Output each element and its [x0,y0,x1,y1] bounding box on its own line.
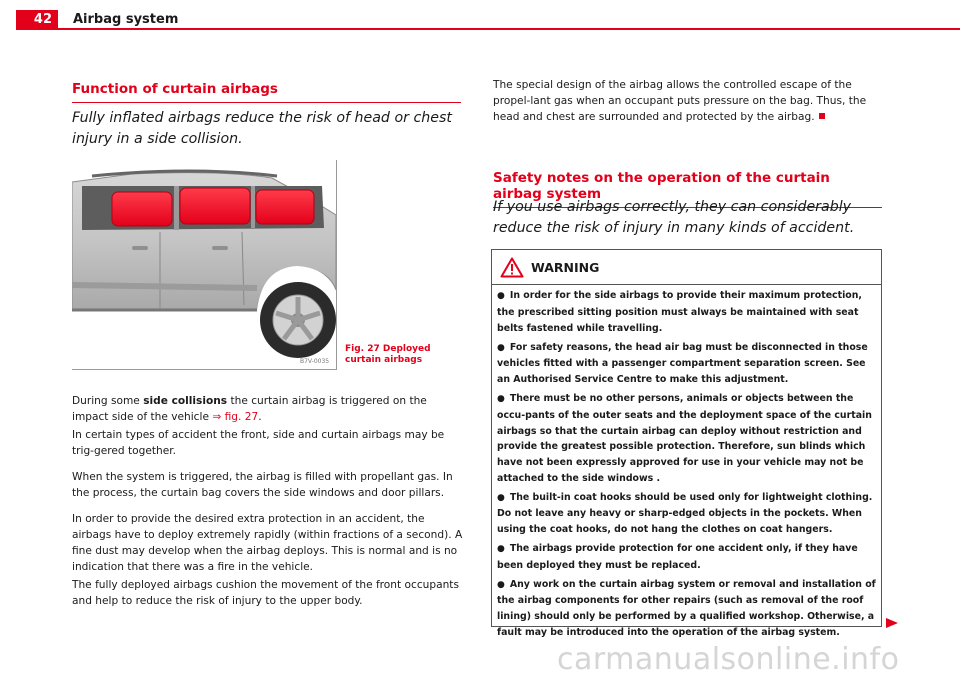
header-rule [58,28,960,30]
chapter-title: Airbag system [73,12,179,27]
watermark: carmanualsonline.info [557,642,900,677]
warning-item: ● The airbags provide protection for one accident only, if they have been deployed they must be replaced. [497,543,858,571]
warning-box [491,249,882,638]
intro-paragraph: The special design of the airbag allows the controlled escape of the propel-lant gas when an occupant puts pressure on the bag. Thus, the head and chest are surrounded and protected by the airbag. [493,79,867,123]
bullet-icon: ● [497,394,505,405]
section-subtitle-function: Fully inflated airbags reduce the risk of head or chest injury in a side collision. [72,110,452,147]
paragraph-5: The fully deployed airbags cushion the movement of the front occupants and help to reduce the risk of injury to the upper body. [72,579,459,607]
warning-label: WARNING [531,260,600,275]
paragraph-2: In certain types of accident the front, side and curtain airbags may be trig-gered together. [72,429,445,457]
page-number: 42 [16,10,58,30]
warning-item: ● In order for the side airbags to provide their maximum protection, the prescribed sitting position must always be maintained with seat belts fastened while travelling. [497,290,862,334]
page-header [0,0,960,30]
car-illustration [72,160,336,369]
warning-header [492,250,881,285]
paragraph-1: During some side collisions the curtain airbag is triggered on the impact side of the vehicle ⇒ fig. 27. [72,395,427,423]
section-subtitle-safety-notes: If you use airbags correctly, they can considerably reduce the risk of injury in many kinds of accident. [493,199,855,236]
bullet-icon: ● [497,492,505,503]
term-side-collisions: side collisions [143,395,228,407]
continue-arrow-icon [885,617,899,629]
warning-item: ● The built-in coat hooks should be used only for lightweight clothing. Do not leave any heavy or sharp-edged objects in the pockets. When using the coat hooks, do not hang the clothes on coat hangers. [497,491,873,536]
section-title-safety-notes: Safety notes on the operation of the curtain airbag system [493,170,882,208]
warning-triangle-icon [500,257,524,278]
paragraph-3: When the system is triggered, the airbag is filled with propellant gas. In the process, the curtain bag covers the side windows and door pillars. [72,471,453,499]
figure-caption: Fig. 27 Deployed curtain airbags [345,344,431,365]
paragraph-4: In order to provide the desired extra protection in an accident, the airbags have to deploy extremely rapidly (within fractions of a second). A fine dust may develop when the airbag deploys. This is normal and is no indication that there was a fire in the vehicle. [72,513,463,573]
bullet-icon: ● [497,342,505,353]
warning-item: ● For safety reasons, the head air bag must be disconnected in those vehicles fitted with a passenger compartment separation screen. See an Authorised Service Centre to make this adjustment. [497,341,868,386]
end-mark-icon [819,113,825,119]
figure-code: B7V-0035 [300,358,330,365]
warning-item: ● Any work on the curtain airbag system or removal and installation of the airbag components for other repairs (such as removal of the roof lining) should only be performed by a qualified workshop. Otherwise, a fault may be introduced into the operation of the airbag system. [497,578,876,638]
figure-deployed-curtain-airbags [72,160,337,370]
warning-item: ● There must be no other persons, animals or objects between the occu-pants of the outer seats and the deployment space of the curtain airbags so that the curtain airbag can deploy without restriction and provide the greatest possible protection. Therefore, sun blinds which have not been expressly approved for use in your vehicle may not be attached to the side windows . [497,393,872,484]
section-title-function: Function of curtain airbags [72,81,461,103]
bullet-icon: ● [497,291,505,302]
figure-link[interactable]: ⇒ fig. 27 [212,411,259,423]
bullet-icon: ● [497,579,505,590]
bullet-icon: ● [497,544,505,555]
warning-list [497,285,878,641]
